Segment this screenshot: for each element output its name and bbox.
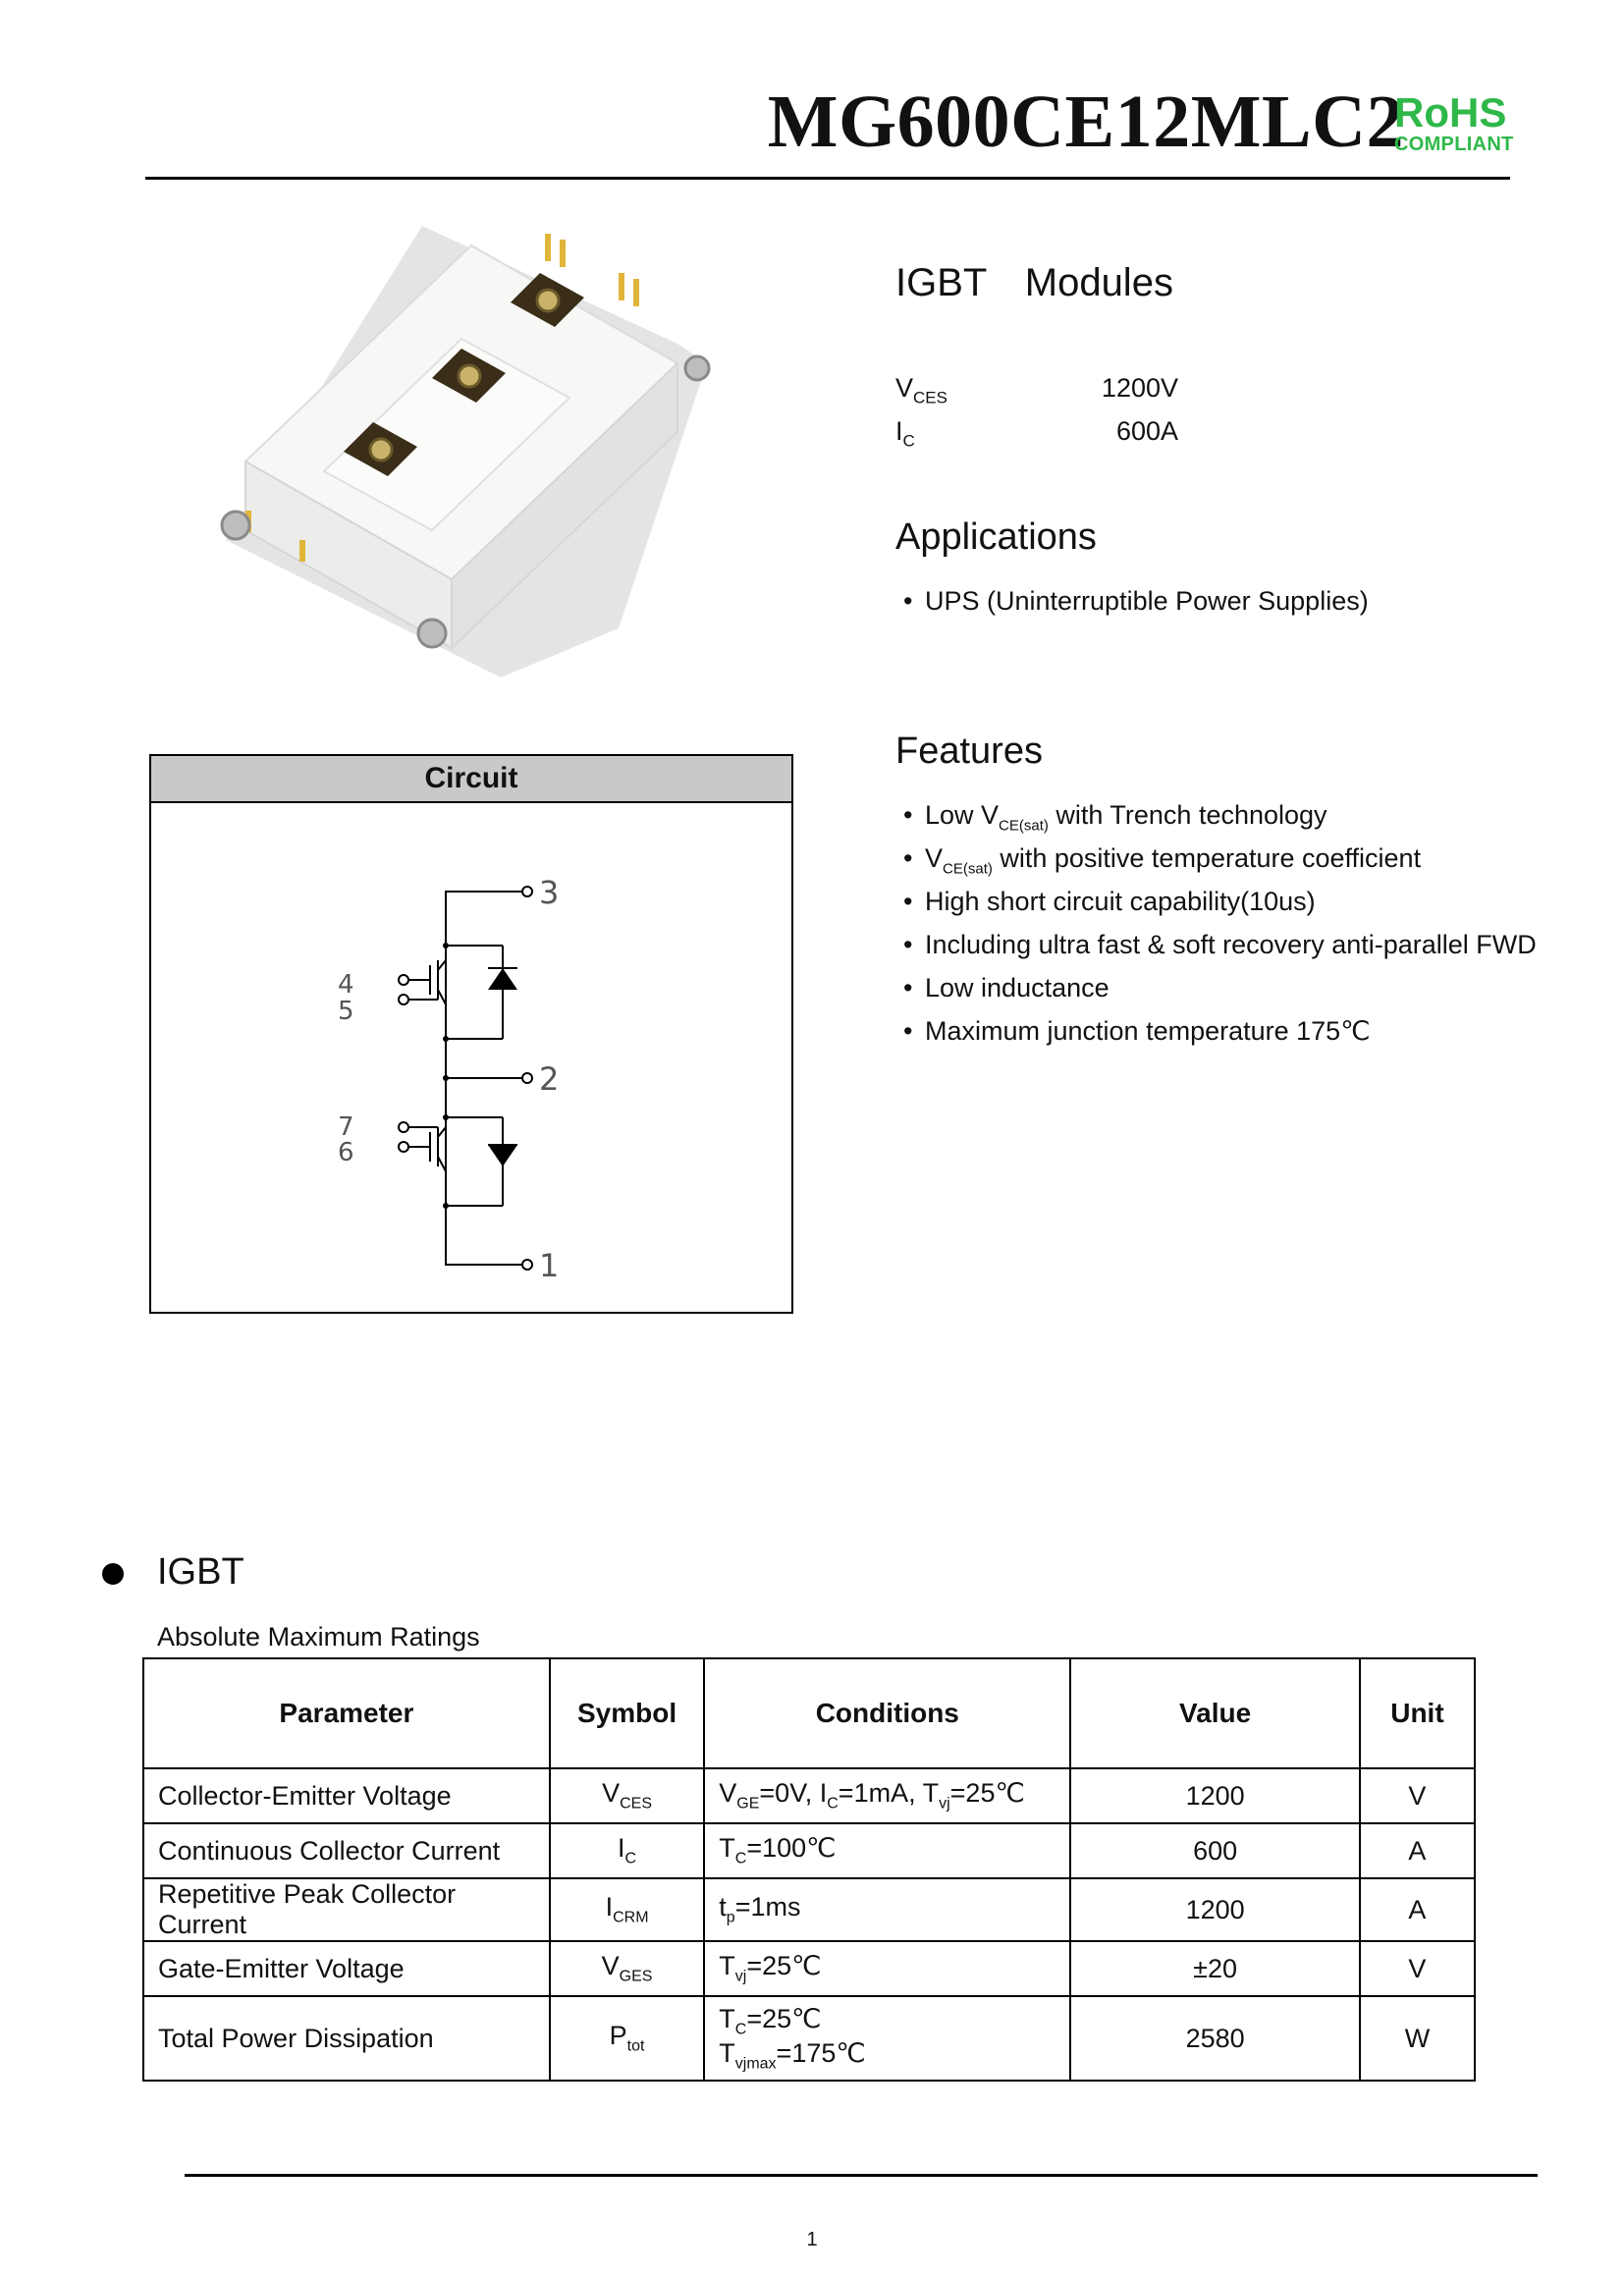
page-number: 1 <box>806 2229 818 2250</box>
applications-list <box>903 579 1369 623</box>
applications-heading: Applications <box>895 516 1097 558</box>
spec-ic-value: 600A <box>1115 416 1178 446</box>
parameter-cell: Repetitive Peak Collector Current <box>143 1878 550 1941</box>
spec-ic-label: $I_C$ <box>895 416 915 451</box>
value-cell: 600 <box>1070 1823 1360 1878</box>
product-type-heading <box>895 261 1173 305</box>
list-item: • Maximum junction temperature 175℃ <box>903 1016 1371 1046</box>
table-row <box>143 1996 1475 2081</box>
unit-cell: V <box>1360 1768 1475 1823</box>
features-list <box>903 793 1537 1053</box>
table-row <box>143 1768 1475 1823</box>
spec-vces-label: $V_{CES}$ <box>895 373 947 407</box>
circuit-box <box>149 754 793 1314</box>
pin-6-label: 6 <box>338 1138 354 1167</box>
list-item: • Including ultra fast & soft recovery anti-parallel FWD <box>903 930 1537 959</box>
table-row <box>143 1878 1475 1941</box>
part-number-title: MG600CE12MLC2 <box>767 81 1404 163</box>
column-header: Conditions <box>704 1658 1070 1768</box>
pin-7-label: 7 <box>338 1112 354 1142</box>
unit-cell: A <box>1360 1823 1475 1878</box>
spec-vces-value: 1200V <box>1101 373 1178 403</box>
product-type-word1: IGBT <box>895 261 987 304</box>
parameter-cell: Continuous Collector Current <box>143 1823 550 1878</box>
list-item: • Low inductance <box>903 973 1110 1002</box>
column-header: Unit <box>1360 1658 1475 1768</box>
section-bullet-icon <box>102 1563 124 1585</box>
value-cell: 1200 <box>1070 1768 1360 1823</box>
table-row <box>143 1823 1475 1878</box>
pin-3-label: 3 <box>539 874 560 911</box>
list-item: • Low $V_{CE(sat)}$ with Trench technology <box>903 800 1327 835</box>
list-item: • UPS (Uninterruptible Power Supplies) <box>903 586 1369 616</box>
value-cell: ±20 <box>1070 1941 1360 1996</box>
value-cell: 1200 <box>1070 1878 1360 1941</box>
conditions-cell: $T_C=100℃$ <box>704 1823 1070 1878</box>
column-header: Symbol <box>550 1658 704 1768</box>
rohs-compliant-badge <box>1394 89 1522 155</box>
product-type-word2: Modules <box>1024 261 1173 304</box>
value-cell: 2580 <box>1070 1996 1360 2081</box>
pin-5-label: 5 <box>338 997 354 1026</box>
circuit-diagram <box>151 803 791 1312</box>
symbol-cell: $P_{tot}$ <box>550 1996 704 2081</box>
parameter-cell: Total Power Dissipation <box>143 1996 550 2081</box>
absolute-maximum-ratings-table <box>142 1657 1476 2082</box>
conditions-cell: $T_C=25℃$ $T_{vjmax}=175℃$ <box>704 1996 1070 2081</box>
parameter-cell: Collector-Emitter Voltage <box>143 1768 550 1823</box>
column-header: Parameter <box>143 1658 550 1768</box>
list-item: • $V_{CE(sat)}$ with positive temperature coefficient <box>903 843 1422 878</box>
rohs-label: RoHS <box>1394 89 1507 135</box>
pin-1-label: 1 <box>539 1247 560 1284</box>
column-header: Value <box>1070 1658 1360 1768</box>
igbt-section-title: IGBT <box>157 1551 244 1593</box>
symbol-cell: $V_{GES}$ <box>550 1941 704 1996</box>
table-header-row <box>143 1658 1475 1768</box>
symbol-cell: $I_C$ <box>550 1823 704 1878</box>
table-row <box>143 1941 1475 1996</box>
ratings-subtitle: Absolute Maximum Ratings <box>157 1622 480 1651</box>
unit-cell: W <box>1360 1996 1475 2081</box>
conditions-cell: $T_{vj}=25℃$ <box>704 1941 1070 1996</box>
unit-cell: V <box>1360 1941 1475 1996</box>
symbol-cell: $V_{CES}$ <box>550 1768 704 1823</box>
features-heading: Features <box>895 731 1043 772</box>
pin-2-label: 2 <box>539 1060 560 1098</box>
circuit-heading: Circuit <box>151 756 791 803</box>
header-rule <box>145 177 1510 180</box>
parameter-cell: Gate-Emitter Voltage <box>143 1941 550 1996</box>
module-photo <box>206 216 736 687</box>
unit-cell: A <box>1360 1878 1475 1941</box>
conditions-cell: $t_p=1ms$ <box>704 1878 1070 1941</box>
conditions-cell: $V_{GE}=0V$, $I_C=1mA$, $T_{vj}=25℃$ <box>704 1768 1070 1823</box>
footer-rule <box>185 2174 1538 2177</box>
rohs-compliant-label: COMPLIANT <box>1394 134 1514 155</box>
pin-4-label: 4 <box>338 970 354 1000</box>
symbol-cell: $I_{CRM}$ <box>550 1878 704 1941</box>
list-item: • High short circuit capability(10us) <box>903 887 1316 916</box>
